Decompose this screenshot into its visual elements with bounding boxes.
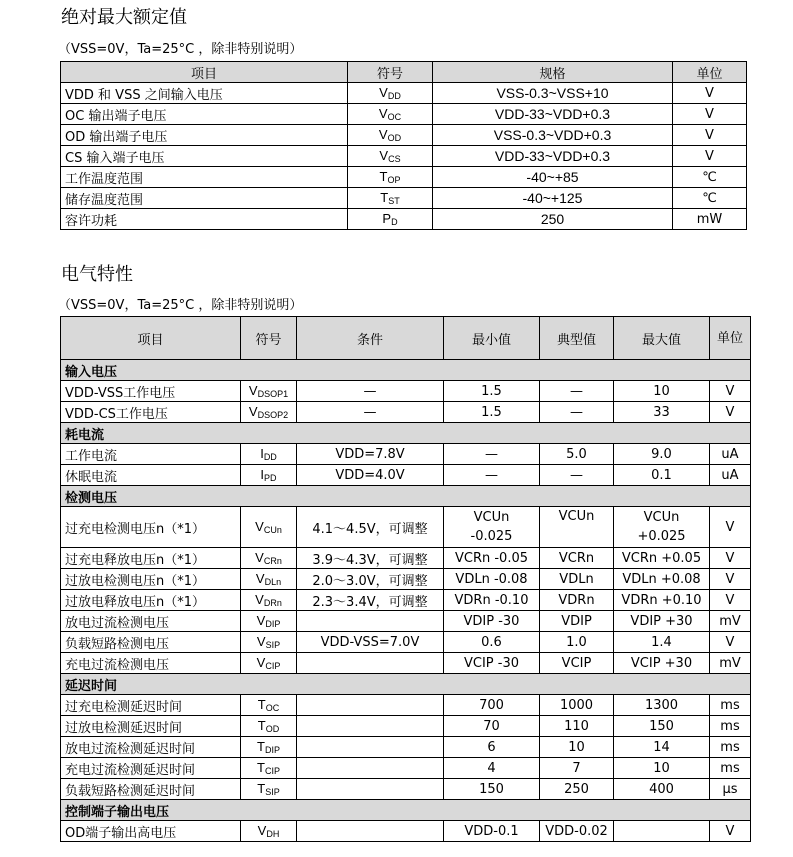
symbol-subscript: CIP <box>264 766 280 776</box>
symbol-cell <box>241 465 297 486</box>
min-cell <box>444 507 540 548</box>
spec-cell: -40~+85 <box>433 167 673 188</box>
item-cell: VDD 和 VSS 之间输入电压 <box>61 83 348 104</box>
typ-cell: — <box>540 465 614 486</box>
typ-cell: 1.0 <box>540 632 614 653</box>
item-cell: VDD-CS工作电压 <box>61 402 241 423</box>
header-item: 项目 <box>61 317 241 360</box>
typ-cell: VCRn <box>540 548 614 569</box>
symbol-base: V <box>256 613 266 628</box>
condition-cell: 2.3～3.4V，可调整 <box>297 590 444 611</box>
min-cell: 700 <box>444 695 540 716</box>
elec-header-row <box>61 317 751 360</box>
symbol-base: T <box>257 739 265 754</box>
unit-cell: ℃ <box>673 167 747 188</box>
table-row <box>61 695 751 716</box>
unit-cell: V <box>673 104 747 125</box>
min-line2: -0.025 <box>470 529 513 544</box>
max-cell: VCIP +30 <box>614 653 710 674</box>
symbol-subscript: OD <box>387 133 402 143</box>
section-row <box>61 800 751 821</box>
unit-cell: μs <box>710 779 751 800</box>
item-cell: OD 输出端子电压 <box>61 125 348 146</box>
symbol-cell <box>348 104 433 125</box>
symbol-base: V <box>256 655 266 670</box>
symbol-subscript: OC <box>265 703 280 713</box>
condition-cell <box>297 695 444 716</box>
symbol-base: P <box>382 211 392 226</box>
symbol-subscript: DLn <box>264 577 282 587</box>
symbol-base: I <box>260 467 265 482</box>
max-cell: VDRn +0.10 <box>614 590 710 611</box>
table-row <box>61 83 747 104</box>
min-cell: VCIP -30 <box>444 653 540 674</box>
symbol-subscript: OP <box>387 175 401 185</box>
symbol-base: V <box>255 519 264 534</box>
symbol-cell <box>348 125 433 146</box>
section-title: 耗电流 <box>61 423 751 444</box>
symbol-base: T <box>257 718 266 733</box>
symbol-subscript: DRn <box>263 598 282 608</box>
symbol-subscript: PD <box>264 473 277 483</box>
symbol-cell <box>241 821 297 842</box>
symbol-subscript: DD <box>263 452 277 462</box>
table-row <box>61 590 751 611</box>
symbol-cell <box>241 402 297 423</box>
abs-max-table <box>60 61 747 230</box>
unit-cell: V <box>710 548 751 569</box>
abs-max-title: 绝对最大额定值 <box>61 7 187 28</box>
table-row <box>61 737 751 758</box>
table-row <box>61 402 751 423</box>
section-title: 检测电压 <box>61 486 751 507</box>
header-symbol: 符号 <box>348 62 433 83</box>
header-typ: 典型值 <box>540 317 614 360</box>
table-row <box>61 444 751 465</box>
symbol-base: V <box>248 404 258 419</box>
unit-cell: V <box>710 821 751 842</box>
table-row <box>61 632 751 653</box>
max-cell: 33 <box>614 402 710 423</box>
condition-cell <box>297 716 444 737</box>
symbol-base: T <box>380 190 389 205</box>
item-cell: 过充电释放电压n（*1） <box>61 548 241 569</box>
header-symbol: 符号 <box>241 317 297 360</box>
symbol-base: T <box>257 697 266 712</box>
symbol-cell <box>241 507 297 548</box>
item-cell: CS 输入端子电压 <box>61 146 348 167</box>
condition-cell: — <box>297 381 444 402</box>
max-cell: 150 <box>614 716 710 737</box>
symbol-base: T <box>257 760 265 775</box>
elec-title: 电气特性 <box>61 264 133 285</box>
min-cell: VCRn -0.05 <box>444 548 540 569</box>
item-cell: OC 输出端子电压 <box>61 104 348 125</box>
symbol-subscript: D <box>391 217 398 227</box>
unit-cell: ms <box>710 716 751 737</box>
symbol-cell <box>348 83 433 104</box>
max-cell <box>614 821 710 842</box>
symbol-cell <box>241 653 297 674</box>
min-cell: 1.5 <box>444 402 540 423</box>
section-row <box>61 423 751 444</box>
condition-cell <box>297 653 444 674</box>
spec-cell: VDD-33~VDD+0.3 <box>433 104 673 125</box>
unit-cell: V <box>710 402 751 423</box>
condition-cell <box>297 758 444 779</box>
spec-cell: VSS-0.3~VDD+0.3 <box>433 125 673 146</box>
typ-cell: VCUn <box>540 507 614 548</box>
symbol-cell <box>348 209 433 230</box>
symbol-subscript: DD <box>387 91 401 101</box>
item-cell: 过放电检测电压n（*1） <box>61 569 241 590</box>
header-condition: 条件 <box>297 317 444 360</box>
table-row <box>61 548 751 569</box>
header-unit: 单位 <box>673 62 747 83</box>
section-title: 输入电压 <box>61 360 751 381</box>
item-cell: 工作温度范围 <box>61 167 348 188</box>
symbol-subscript: CIP <box>265 661 281 671</box>
symbol-base: I <box>260 446 264 461</box>
symbol-cell <box>241 779 297 800</box>
symbol-subscript: ST <box>388 196 400 206</box>
item-cell: 充电过流检测电压 <box>61 653 241 674</box>
section-row <box>61 360 751 381</box>
max-cell: VCRn +0.05 <box>614 548 710 569</box>
typ-cell: — <box>540 381 614 402</box>
item-cell: 过放电释放电压n（*1） <box>61 590 241 611</box>
unit-cell: V <box>673 83 747 104</box>
min-cell: — <box>444 465 540 486</box>
max-cell: 10 <box>614 758 710 779</box>
item-cell: 过放电检测延迟时间 <box>61 716 241 737</box>
header-unit: 单位 <box>710 317 751 360</box>
min-line1: VCUn <box>473 510 510 525</box>
symbol-base: V <box>378 127 388 142</box>
table-row <box>61 779 751 800</box>
symbol-subscript: OC <box>387 112 402 122</box>
symbol-cell <box>241 716 297 737</box>
symbol-subscript: OD <box>265 724 280 734</box>
symbol-base: V <box>255 592 264 607</box>
unit-cell: ms <box>710 737 751 758</box>
symbol-cell <box>241 758 297 779</box>
condition-cell: 2.0～3.0V，可调整 <box>297 569 444 590</box>
unit-cell: ms <box>710 758 751 779</box>
typ-cell: 7 <box>540 758 614 779</box>
condition-cell <box>297 737 444 758</box>
condition-cell: 3.9～4.3V，可调整 <box>297 548 444 569</box>
typ-cell: VDD-0.02 <box>540 821 614 842</box>
typ-cell: 250 <box>540 779 614 800</box>
spec-cell: -40~+125 <box>433 188 673 209</box>
symbol-cell <box>348 167 433 188</box>
table-row <box>61 381 751 402</box>
section-row <box>61 674 751 695</box>
item-cell: 储存温度范围 <box>61 188 348 209</box>
item-cell: 放电过流检测电压 <box>61 611 241 632</box>
min-cell: VDLn -0.08 <box>444 569 540 590</box>
item-cell: 负载短路检测延迟时间 <box>61 779 241 800</box>
min-cell: 150 <box>444 779 540 800</box>
unit-cell: mV <box>710 653 751 674</box>
item-cell: 容许功耗 <box>61 209 348 230</box>
symbol-base: V <box>379 85 388 100</box>
table-row <box>61 125 747 146</box>
symbol-cell <box>241 611 297 632</box>
typ-cell: 1000 <box>540 695 614 716</box>
unit-cell: uA <box>710 465 751 486</box>
condition-cell: VDD=4.0V <box>297 465 444 486</box>
item-cell: OD端子输出高电压 <box>61 821 241 842</box>
unit-cell: ℃ <box>673 188 747 209</box>
symbol-base: T <box>379 169 388 184</box>
symbol-cell <box>241 444 297 465</box>
min-cell: VDRn -0.10 <box>444 590 540 611</box>
table-row <box>61 465 751 486</box>
condition-cell: VDD-VSS=7.0V <box>297 632 444 653</box>
symbol-base: V <box>257 823 267 838</box>
unit-cell: uA <box>710 444 751 465</box>
symbol-subscript: CUn <box>263 525 282 535</box>
symbol-subscript: DSOP1 <box>257 389 289 399</box>
unit-cell: mV <box>710 611 751 632</box>
symbol-subscript: CRn <box>263 556 282 566</box>
unit-cell: mW <box>673 209 747 230</box>
symbol-cell <box>241 381 297 402</box>
typ-cell: 110 <box>540 716 614 737</box>
item-cell: VDD-VSS工作电压 <box>61 381 241 402</box>
spec-cell: VDD-33~VDD+0.3 <box>433 146 673 167</box>
min-cell: 4 <box>444 758 540 779</box>
symbol-base: V <box>248 383 258 398</box>
header-item: 项目 <box>61 62 348 83</box>
unit-cell: V <box>710 590 751 611</box>
header-min: 最小值 <box>444 317 540 360</box>
max-cell <box>614 507 710 548</box>
symbol-cell <box>241 548 297 569</box>
symbol-cell <box>241 569 297 590</box>
symbol-subscript: SIP <box>265 787 280 797</box>
table-row <box>61 569 751 590</box>
table-row <box>61 716 751 737</box>
unit-cell: V <box>673 146 747 167</box>
spec-cell: 250 <box>433 209 673 230</box>
unit-cell: V <box>710 569 751 590</box>
typ-cell: VDLn <box>540 569 614 590</box>
typ-cell: 10 <box>540 737 614 758</box>
table-row <box>61 146 747 167</box>
unit-cell: V <box>710 507 751 548</box>
table-row <box>61 821 751 842</box>
symbol-base: V <box>378 106 388 121</box>
max-cell: 10 <box>614 381 710 402</box>
section-title: 控制端子输出电压 <box>61 800 751 821</box>
symbol-subscript: DH <box>266 829 280 839</box>
symbol-cell <box>348 188 433 209</box>
max-cell: 0.1 <box>614 465 710 486</box>
table-row <box>61 758 751 779</box>
table-row <box>61 653 751 674</box>
symbol-cell <box>241 737 297 758</box>
item-cell: 放电过流检测延迟时间 <box>61 737 241 758</box>
max-cell: VDIP +30 <box>614 611 710 632</box>
min-cell: VDD-0.1 <box>444 821 540 842</box>
min-cell: 6 <box>444 737 540 758</box>
typ-cell: — <box>540 402 614 423</box>
symbol-subscript: CS <box>388 154 401 164</box>
unit-cell: ms <box>710 695 751 716</box>
symbol-base: V <box>256 634 266 649</box>
table-row <box>61 188 747 209</box>
symbol-base: V <box>379 148 389 163</box>
symbol-cell <box>348 146 433 167</box>
typ-cell: VDIP <box>540 611 614 632</box>
unit-cell: V <box>710 632 751 653</box>
symbol-cell <box>241 695 297 716</box>
min-cell: 0.6 <box>444 632 540 653</box>
unit-cell: V <box>710 381 751 402</box>
item-cell: 负载短路检测电压 <box>61 632 241 653</box>
min-cell: 70 <box>444 716 540 737</box>
min-cell: 1.5 <box>444 381 540 402</box>
min-cell: — <box>444 444 540 465</box>
condition-cell <box>297 779 444 800</box>
condition-cell <box>297 611 444 632</box>
abs-max-condition: （VSS=0V，Ta=25°C ，除非特别说明） <box>58 42 303 57</box>
item-cell: 过充电检测延迟时间 <box>61 695 241 716</box>
table-row <box>61 104 747 125</box>
header-spec: 规格 <box>433 62 673 83</box>
spec-cell: VSS-0.3~VSS+10 <box>433 83 673 104</box>
symbol-base: V <box>255 571 265 586</box>
typ-cell: VCIP <box>540 653 614 674</box>
item-cell: 过充电检测电压n（*1） <box>61 507 241 548</box>
item-cell: 充电过流检测延迟时间 <box>61 758 241 779</box>
section-row <box>61 486 751 507</box>
symbol-base: V <box>255 550 264 565</box>
max-line1: VCUn <box>643 510 680 525</box>
table-row <box>61 167 747 188</box>
max-cell: 14 <box>614 737 710 758</box>
condition-cell <box>297 821 444 842</box>
symbol-subscript: SIP <box>265 640 281 650</box>
elec-condition: （VSS=0V，Ta=25°C ，除非特别说明） <box>58 298 303 313</box>
symbol-cell <box>241 590 297 611</box>
unit-cell: V <box>673 125 747 146</box>
table-row <box>61 507 751 548</box>
max-cell: 9.0 <box>614 444 710 465</box>
max-cell: VDLn +0.08 <box>614 569 710 590</box>
item-cell: 工作电流 <box>61 444 241 465</box>
typ-cell: 5.0 <box>540 444 614 465</box>
symbol-subscript: DIP <box>264 745 280 755</box>
max-cell: 400 <box>614 779 710 800</box>
table-row <box>61 209 747 230</box>
header-max: 最大值 <box>614 317 710 360</box>
abs-max-header-row <box>61 62 747 83</box>
symbol-subscript: DSOP2 <box>257 410 289 420</box>
max-cell: 1.4 <box>614 632 710 653</box>
table-row <box>61 611 751 632</box>
condition-cell: VDD=7.8V <box>297 444 444 465</box>
condition-cell: — <box>297 402 444 423</box>
max-cell: 1300 <box>614 695 710 716</box>
max-line2: +0.025 <box>637 529 686 544</box>
section-title: 延迟时间 <box>61 674 751 695</box>
symbol-base: T <box>257 781 266 796</box>
condition-cell: 4.1～4.5V，可调整 <box>297 507 444 548</box>
item-cell: 休眠电流 <box>61 465 241 486</box>
elec-table <box>60 316 751 842</box>
min-cell: VDIP -30 <box>444 611 540 632</box>
symbol-cell <box>241 632 297 653</box>
typ-cell: VDRn <box>540 590 614 611</box>
symbol-subscript: DIP <box>265 619 281 629</box>
